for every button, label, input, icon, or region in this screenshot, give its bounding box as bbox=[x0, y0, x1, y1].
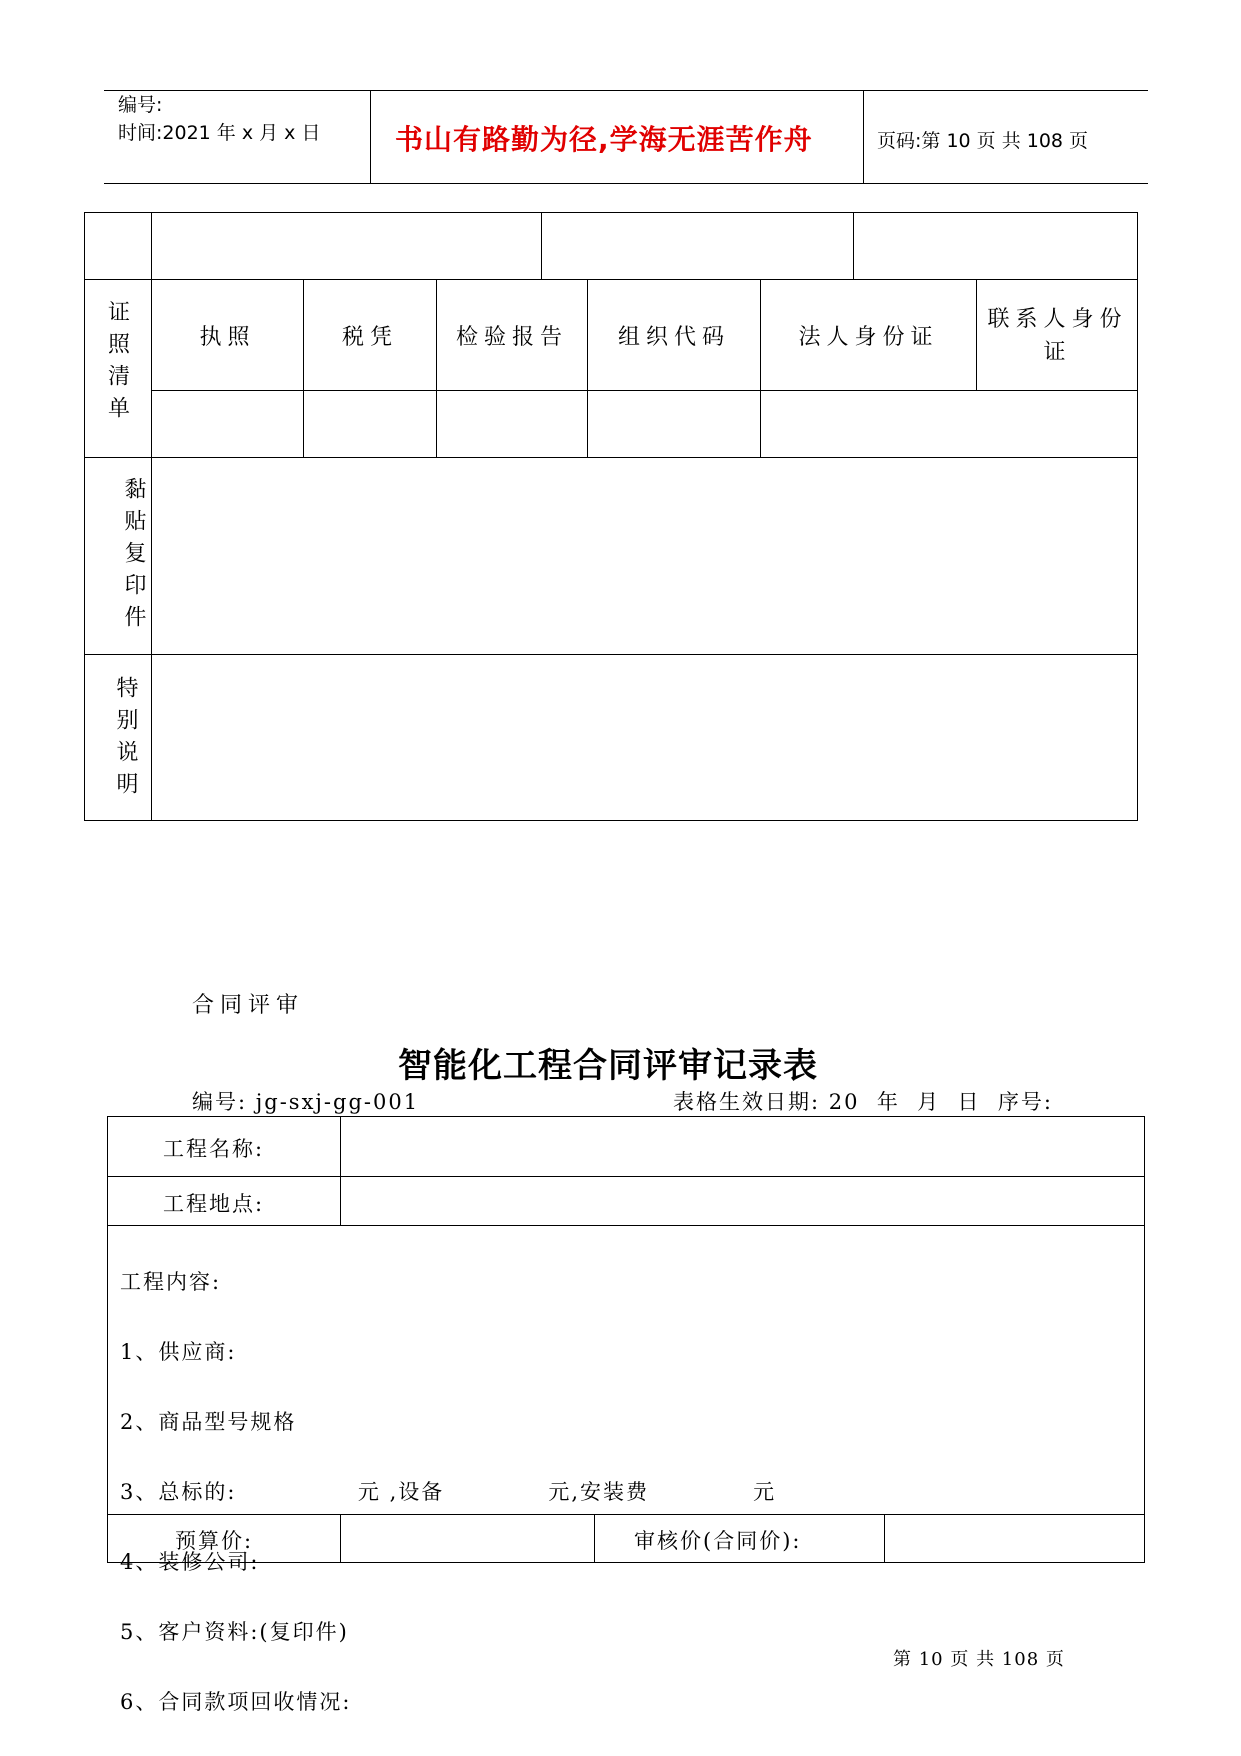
footer-page-number: 第 10 页 共 108 页 bbox=[893, 1649, 1065, 1670]
project-content bbox=[120, 1228, 776, 1756]
cert-col-divider-3 bbox=[587, 279, 588, 457]
content-line-model: 2、商品型号规格 bbox=[120, 1410, 297, 1434]
header-time-label: 时间:2021 年 x 月 x 日 bbox=[118, 122, 321, 144]
cert-table-frame bbox=[84, 212, 1138, 821]
cert-label-divider bbox=[151, 212, 152, 821]
budget-label: 预算价: bbox=[175, 1529, 254, 1553]
cert-row-line-3 bbox=[84, 457, 1138, 458]
content-line-client: 5、客户资料:(复印件) bbox=[120, 1620, 349, 1644]
review-title: 智能化工程合同评审记录表 bbox=[398, 1046, 818, 1086]
cert-col-divider-1 bbox=[303, 279, 304, 457]
cert-col-legal-id: 法人身份证 bbox=[798, 325, 939, 350]
audit-price-field[interactable] bbox=[885, 1515, 1144, 1562]
special-notes-label bbox=[76, 670, 142, 810]
review-heading: 合同评审 bbox=[192, 993, 305, 1018]
cert-row-line-4 bbox=[84, 654, 1138, 655]
header-bottom-rule bbox=[104, 183, 1148, 184]
cert-col-divider-4 bbox=[760, 279, 761, 457]
cert-row-line-2 bbox=[151, 390, 1138, 391]
header-divider-left bbox=[370, 90, 371, 184]
header-number-label: 编号: bbox=[118, 94, 163, 116]
review-number: 编号: jg-sxj-gg-001 bbox=[192, 1090, 420, 1114]
header-motto: 书山有路勤为径,学海无涯苦作舟 bbox=[395, 123, 813, 156]
cert-list-label-text: 证照清单 bbox=[104, 300, 130, 428]
cert-col-inspection: 检验报告 bbox=[455, 325, 568, 350]
project-site-label: 工程地点: bbox=[163, 1192, 265, 1216]
content-line-total: 3、总标的: 元 ,设备 元,安装费 元 bbox=[120, 1480, 777, 1504]
review-row-line-2 bbox=[107, 1225, 1145, 1226]
content-line-supplier: 1、供应商: bbox=[120, 1340, 237, 1364]
project-name-label: 工程名称: bbox=[163, 1137, 265, 1161]
cert-col-contact-id: 联系人身份证 bbox=[987, 307, 1128, 365]
review-effective-date: 表格生效日期: 20 年 月 日 序号: bbox=[673, 1090, 1053, 1114]
cert-col-divider-5 bbox=[976, 279, 977, 391]
audit-price-label: 审核价(合同价): bbox=[634, 1529, 802, 1553]
content-line-header: 工程内容: bbox=[120, 1270, 222, 1294]
project-site-field[interactable] bbox=[341, 1177, 1144, 1225]
cert-col-divider-2 bbox=[436, 279, 437, 457]
paste-copy-label-text: 黏贴复印件 bbox=[121, 477, 146, 637]
cert-top-divider-2 bbox=[853, 212, 854, 280]
budget-field[interactable] bbox=[341, 1515, 593, 1562]
cert-row-line-1 bbox=[84, 279, 1138, 280]
cert-col-license: 执照 bbox=[199, 325, 256, 350]
header-page-code: 页码:第 10 页 共 108 页 bbox=[877, 130, 1089, 152]
cert-col-org-code: 组织代码 bbox=[617, 325, 730, 350]
cert-top-divider-1 bbox=[541, 212, 542, 280]
content-line-decor: 4、装修公司: bbox=[120, 1550, 260, 1574]
header-top-rule bbox=[104, 90, 1148, 91]
cert-col-tax: 税凭 bbox=[341, 325, 398, 350]
project-name-field[interactable] bbox=[341, 1117, 1144, 1176]
content-line-payment: 6、合同款项回收情况: bbox=[120, 1690, 352, 1714]
cert-list-label bbox=[84, 300, 150, 450]
header-divider-right bbox=[863, 90, 864, 184]
special-notes-label-text: 特别说明 bbox=[113, 676, 138, 804]
paste-copy-label bbox=[84, 472, 150, 642]
